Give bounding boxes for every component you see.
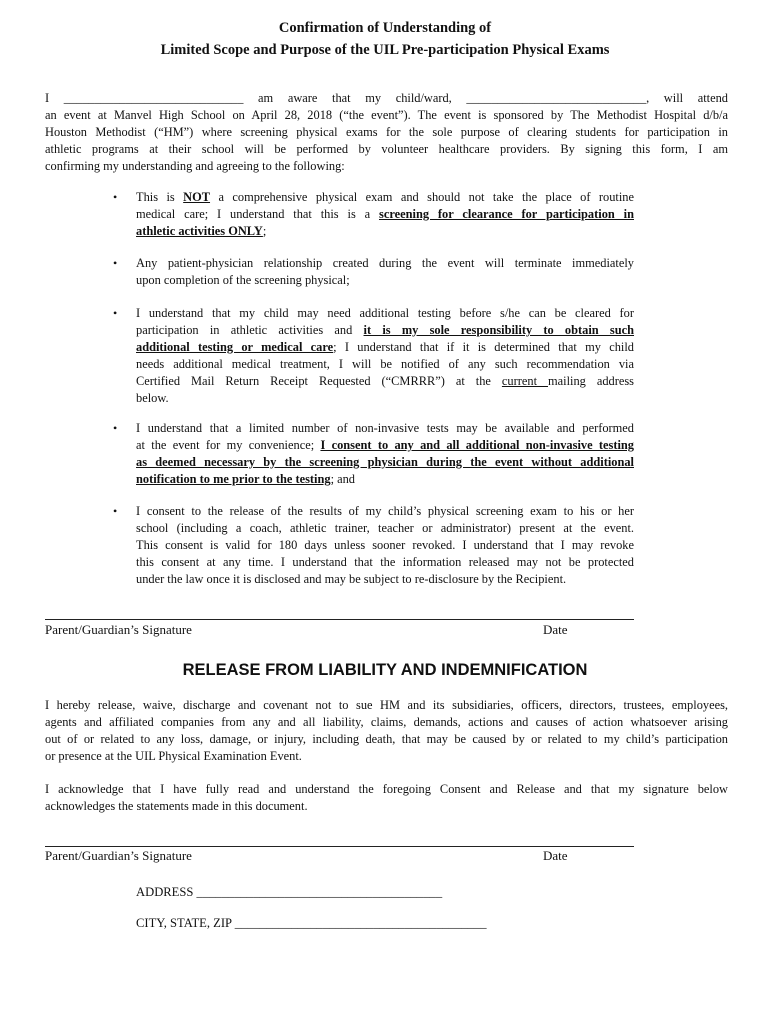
term4-consent-emphasis: I consent to any and all additional non-invasive testing [320,438,634,452]
signature-label-1: Parent/Guardian’s Signature [45,622,192,637]
release-line-3: out of or related to any loss, damage, or injury, including death, that may be caused by or related to my child’s participation [45,732,728,746]
bullet-dot: • [113,256,118,270]
signature-line-1[interactable] [45,619,634,620]
acknowledge-line-1: I acknowledge that I have fully read and understand the foregoing Consent and Release and that my signature below [45,782,728,796]
term2-line-2: upon completion of the screening physical; [136,273,350,287]
bullet-dot: • [113,190,118,204]
term1-text-c: a comprehensive physical exam and should not take the place of routine [210,190,634,204]
city-state-zip-field[interactable]: CITY, STATE, ZIP ________________________________________ [136,916,487,930]
intro-line-2: an event at Manvel High School on April 28, 2018 (“the event”). The event is sponsored by The Methodist Hospital d/b/a [45,108,728,122]
intro-line-4: athletic programs at their school will be performed by volunteer healthcare providers. By signing this form, I am [45,142,728,156]
acknowledge-line-2: acknowledges the statements made in this document. [45,799,308,813]
bullet-dot: • [113,504,118,518]
term1-text-d: medical care; I understand that this is a [136,207,380,221]
term1-only-emphasis: athletic activities ONLY [136,224,263,238]
term3-responsibility-emphasis: it is my sole responsibility to obtain such [363,323,635,337]
title-line-1: Confirmation of Understanding of [278,20,492,36]
release-heading: RELEASE FROM LIABILITY AND INDEMNIFICATION [182,661,588,679]
bullet-dot: • [113,421,118,435]
term1-text-e: ; [262,224,267,238]
acknowledge-paragraph [45,781,728,815]
release-paragraph [45,697,728,765]
term-item-release-results [115,503,634,588]
term5-line-5: under the law once it is disclosed and may be subject to re-disclosure by the Recipient. [136,572,567,586]
term1-screening-emphasis: screening for clearance for participation in [379,207,634,221]
term-item-noninvasive-tests [115,420,634,488]
signature-label-2: Parent/Guardian’s Signature [45,848,192,863]
release-line-1: I hereby release, waive, discharge and covenant not to sue HM and its subsidiaries, officers, directors, trustees, employees, [45,698,728,712]
term3-text-a: participation in athletic activities and [136,323,364,337]
term5-line-3: This consent is valid for 180 days unless sooner revoked. I understand that I may revoke [136,538,634,552]
term2-line-1: Any patient-physician relationship created during the event will terminate immediately [136,256,634,270]
release-line-4: or presence at the UIL Physical Examination Event. [45,749,302,763]
intro-line-5: confirming my understanding and agreeing to the following: [45,159,345,173]
term3-line-4: needs additional medical treatment, I will be notified of any such recommendation via [136,357,634,371]
address-field[interactable]: ADDRESS _______________________________________ [136,885,443,899]
term3-line-1: I understand that my child may need additional testing before s/he can be cleared for [136,306,634,320]
term5-line-4: this consent at any time. I understand that the information released may not be protected [136,555,634,569]
intro-paragraph [45,90,728,175]
release-line-2: agents and affiliated companies from any and all liability, claims, demands, actions and causes of action whatsoever arising [45,715,728,729]
title-line-2: Limited Scope and Purpose of the UIL Pre-participation Physical Exams [160,42,610,58]
term1-not-emphasis: NOT [183,190,211,204]
term3-medical-care-emphasis: additional testing or medical care [136,340,334,354]
term4-line-1: I understand that a limited number of non-invasive tests may be available and performed [136,421,634,435]
term3-line-6: below. [136,391,169,405]
term-item-additional-testing [115,305,634,407]
term5-line-2: school (including a coach, athletic trainer, teacher or administrator) present at the event. [136,521,634,535]
date-label-1: Date [543,622,568,637]
term4-text-a: at the event for my convenience; [136,438,321,452]
bullet-dot: • [113,306,118,320]
term3-text-d: mailing address [548,374,635,388]
term4-text-b: ; and [330,472,355,486]
term5-line-1: I consent to the release of the results of my child’s physical screening exam to his or her [136,504,634,518]
term4-line-3: as deemed necessary by the screening physician during the event without additional [136,455,634,469]
term1-text-a: This is [136,190,184,204]
term3-current-underline: current [501,374,548,388]
intro-line-1: I _____________________________ am aware that my child/ward, _____________________________, will attend [45,91,728,105]
term3-text-b: ; I understand that if it is determined that my child [333,340,634,354]
intro-line-3: Houston Methodist (“HM”) where screening physical exams for the sole purpose of clearing students for participation in [45,125,728,139]
term-item-not-comprehensive [115,189,634,240]
document-title [0,17,770,61]
signature-line-2[interactable] [45,846,634,847]
term3-text-c: Certified Mail Return Receipt Requested (“CMRRR”) at the [136,374,502,388]
date-label-2: Date [543,848,568,863]
term-item-relationship [115,255,634,289]
term4-notification-emphasis: notification to me prior to the testing [136,472,331,486]
